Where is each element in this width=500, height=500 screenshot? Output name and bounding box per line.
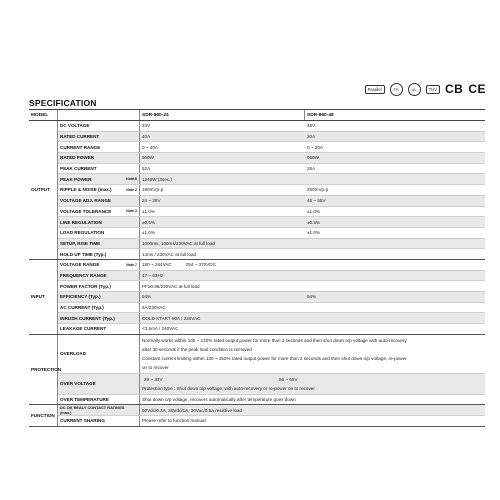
note-ref: Note.3 bbox=[126, 209, 137, 214]
row-label: RATED CURRENT bbox=[58, 132, 140, 142]
tuv-logo: TUV bbox=[426, 85, 440, 94]
cell-a: ±1.0% bbox=[142, 230, 155, 236]
row-label: LINE REGULATION bbox=[58, 217, 140, 227]
cell-span: COLD START 50A / 230VAC bbox=[142, 315, 201, 321]
row-label: VOLTAGE ADJ. RANGE bbox=[58, 196, 140, 206]
row-label: AC CURRENT (Typ.) bbox=[58, 303, 140, 313]
row-label bbox=[58, 260, 140, 270]
row-label: CURRENT SHARING bbox=[58, 416, 140, 426]
row-label-text: VOLTAGE RANGE bbox=[60, 262, 100, 268]
cell-b: 0 ~ 20A bbox=[307, 144, 323, 150]
row-label: CURRENT RANGE bbox=[58, 142, 140, 152]
table-row bbox=[58, 132, 485, 143]
table-row bbox=[58, 416, 485, 426]
row-label: HOLD UP TIME (Typ.) bbox=[58, 249, 140, 259]
dc-range: 254 ~ 370VDC bbox=[185, 262, 216, 268]
cell-a: 24 ~ 28V bbox=[142, 198, 161, 204]
cell-a: 180mVp-p bbox=[142, 187, 164, 193]
protection-group bbox=[29, 335, 485, 406]
cell-span: PF≥0.95/230VAC at full load bbox=[142, 283, 200, 289]
ovp-values bbox=[142, 375, 483, 384]
cell-b: 20A bbox=[307, 134, 316, 140]
row-label-text: VOLTAGE TOLERANCE bbox=[60, 208, 112, 214]
specification-table bbox=[29, 109, 485, 427]
row-label bbox=[58, 207, 140, 217]
fs-logo: FS bbox=[390, 83, 403, 96]
table-row bbox=[58, 335, 485, 374]
cell-b: 94% bbox=[307, 294, 317, 300]
cell-span: 6A/230VAC bbox=[142, 305, 166, 311]
input-group bbox=[29, 260, 485, 335]
cell-b: 26A bbox=[307, 166, 316, 172]
cell-a: ±0.5% bbox=[142, 219, 155, 225]
cell-span: 60Vdc/0.3A, 30Vdc/1A, 30Vac/0.5A resistive load bbox=[142, 407, 243, 413]
note-ref: Note.6 bbox=[126, 177, 137, 182]
table-row bbox=[58, 164, 485, 175]
table-row bbox=[58, 185, 485, 196]
table-row bbox=[58, 239, 485, 250]
cell-b: 48V bbox=[307, 123, 316, 129]
table-row bbox=[58, 324, 485, 334]
overload-line-2: after 30 seconds if the peak load condition is removed bbox=[142, 346, 252, 352]
output-rows bbox=[58, 121, 485, 259]
table-row bbox=[58, 313, 485, 324]
note-ref: Note.2 bbox=[126, 187, 137, 192]
cell-a: 0 ~ 40A bbox=[142, 144, 158, 150]
row-label: DC VOLTAGE bbox=[58, 121, 140, 131]
cell-a: 52A bbox=[142, 166, 151, 172]
cell-b: 48 ~ 55V bbox=[307, 198, 326, 204]
table-row bbox=[58, 303, 485, 314]
function-group-label: FUNCTION bbox=[29, 405, 58, 425]
row-label bbox=[58, 185, 140, 195]
input-group-label: INPUT bbox=[29, 260, 58, 334]
table-row bbox=[58, 207, 485, 218]
table-row bbox=[58, 217, 485, 228]
table-row bbox=[58, 260, 485, 271]
model-a-header: SDR-960-24 bbox=[140, 110, 305, 120]
ovp-note: Protection type : Shut down o/p voltage, with auto-recovery or re-power on to recover bbox=[142, 385, 315, 391]
cell-span: 14ms / 230VAC at full load bbox=[142, 251, 197, 257]
table-row bbox=[58, 249, 485, 259]
cell-a: 960W bbox=[142, 155, 155, 161]
row-label: SETUP, RISE TIME bbox=[58, 239, 140, 249]
certification-logos bbox=[365, 82, 486, 96]
table-row bbox=[58, 292, 485, 303]
specification-heading: SPECIFICATION bbox=[29, 98, 97, 108]
overload-line-1: Normally works within 105 ~ 130% rated output power for more than 3 seconds and then shut down o/p voltage with auto-recovery bbox=[142, 337, 407, 343]
table-row bbox=[58, 405, 485, 416]
cell-span: Please refer to function manual bbox=[142, 418, 206, 424]
cell-b: 250mVp-p bbox=[307, 187, 329, 193]
table-row bbox=[58, 121, 485, 132]
model-header: MODEL bbox=[29, 110, 58, 120]
parallel-logo: Parallel bbox=[365, 85, 385, 94]
row-label bbox=[58, 174, 140, 184]
row-label: LOAD REGULATION bbox=[58, 228, 140, 238]
cell-a: ±1.0% bbox=[142, 208, 155, 214]
cell-a: 24V bbox=[142, 123, 151, 129]
overload-line-3: Constant current limiting within 130 ~ 150% rated output power for more than 3 seconds and then shut down o/p voltage, re-power bbox=[142, 355, 407, 361]
row-label: DC OK REALY CONTACT RATINGS (max.) bbox=[58, 405, 140, 415]
table-row bbox=[58, 142, 485, 153]
cell-span bbox=[140, 374, 485, 394]
cell-a: 94% bbox=[142, 294, 152, 300]
row-label: INRUSH CURRENT (Typ.) bbox=[58, 313, 140, 323]
cell-span bbox=[140, 260, 485, 270]
table-row bbox=[58, 153, 485, 164]
table-row bbox=[58, 281, 485, 292]
cell-span: 1248W (3sec.) bbox=[142, 176, 172, 182]
function-rows bbox=[58, 405, 485, 425]
cell-span: <3.5mA / 240VAC bbox=[142, 326, 179, 332]
cell-span bbox=[140, 335, 485, 373]
row-label: RATED POWER bbox=[58, 153, 140, 163]
row-label: FREQUENCY RANGE bbox=[58, 271, 140, 281]
row-label: PEAK CURRENT bbox=[58, 164, 140, 174]
protection-rows bbox=[58, 335, 485, 405]
table-row bbox=[58, 174, 485, 185]
protection-group-label: PROTECTION bbox=[29, 335, 58, 405]
ac-range: 180 ~ 264VAC bbox=[142, 262, 172, 268]
model-b-header: SDR-960-48 bbox=[307, 112, 334, 118]
output-group bbox=[29, 121, 485, 260]
row-label: POWER FACTOR (Typ.) bbox=[58, 281, 140, 291]
row-label: LEAKAGE CURRENT bbox=[58, 324, 140, 334]
output-group-label: OUTPUT bbox=[29, 121, 58, 259]
header-spacer bbox=[58, 110, 140, 120]
cell-span: 1000ms, 100ms/230VAC at full load bbox=[142, 240, 215, 246]
note-ref: Note.7 bbox=[126, 262, 137, 267]
row-label: OVER TEMPERATURE bbox=[58, 395, 140, 405]
cell-b: ±1.0% bbox=[307, 208, 320, 214]
ul-logo: UL bbox=[408, 83, 421, 96]
table-row bbox=[58, 271, 485, 282]
table-row bbox=[58, 374, 485, 395]
cell-a: 29 ~ 33V bbox=[144, 376, 163, 382]
table-row bbox=[58, 395, 485, 405]
row-label-text: RIPPLE & NOISE (max.) bbox=[60, 187, 112, 193]
cell-b: 56 ~ 65V bbox=[279, 376, 298, 382]
cell-b: 960W bbox=[307, 155, 320, 161]
row-label: OVER VOLTAGE bbox=[58, 374, 140, 394]
table-header bbox=[29, 109, 485, 121]
overload-line-4: on to recover bbox=[142, 364, 169, 370]
input-rows bbox=[58, 260, 485, 334]
row-label: EFFICIENCY (Typ.) bbox=[58, 292, 140, 302]
table-row bbox=[58, 196, 485, 207]
row-label-text: PEAK POWER bbox=[60, 176, 92, 182]
ce-logo: CE bbox=[468, 82, 486, 96]
function-group bbox=[29, 405, 485, 426]
cell-a: 40A bbox=[142, 134, 151, 140]
cell-b: ±0.5% bbox=[307, 219, 320, 225]
cell-span: 47 ~ 63Hz bbox=[142, 272, 164, 278]
row-label: OVERLOAD bbox=[58, 335, 140, 373]
table-row bbox=[58, 228, 485, 239]
cell-b: ±1.0% bbox=[307, 230, 320, 236]
cell-span: Shut down o/p voltage, recovers automatically after temperature goes down bbox=[142, 397, 296, 403]
cb-logo: CB bbox=[444, 82, 464, 96]
